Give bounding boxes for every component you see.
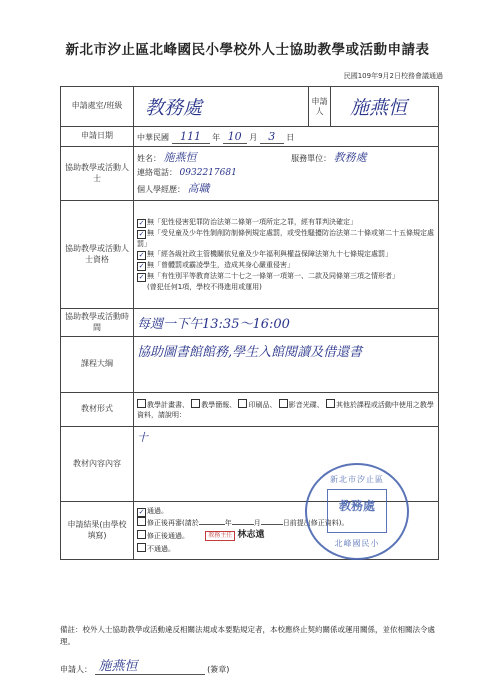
outline-label: 課程大綱 <box>61 337 134 393</box>
material-option[interactable]: 影音光碟 <box>279 401 317 409</box>
helper-exp-label: 個人學經歷： <box>137 185 185 195</box>
helper-name: 施燕恒 <box>163 151 197 165</box>
date-year: 111 <box>172 130 210 144</box>
signature-field[interactable] <box>95 656 205 675</box>
unit-value: 教務處 <box>145 97 203 119</box>
date-month: 10 <box>223 130 247 144</box>
qualification-checkbox[interactable]: ✓ <box>138 273 145 281</box>
director-seal <box>205 532 264 540</box>
director-seal-title: 教務主任 <box>205 531 235 540</box>
helper-unit-label: 服務單位： <box>291 154 332 164</box>
qualification-label: 協助教學或活動人士資格 <box>61 201 134 309</box>
date-day-unit: 日 <box>286 132 295 142</box>
signature-label: 申請人： <box>60 665 92 674</box>
helper-unit: 教務處 <box>333 151 367 165</box>
qualification-footnote: (曾犯任何1項，學校不得進用或運用) <box>147 283 262 291</box>
helper-label: 協助教學或活動人士 <box>61 147 134 201</box>
qualification-checkbox[interactable]: ✓ <box>138 218 145 227</box>
signature-name: 施燕恒 <box>98 659 138 674</box>
apply-date-field[interactable] <box>134 127 439 147</box>
stamp-top-text: 新北市汐止區 <box>330 475 384 484</box>
stamp-bottom-text: 北峰國民小 <box>334 539 380 548</box>
result-label: 申請結果(由學校填寫) <box>61 502 134 560</box>
material-option[interactable]: 教學計畫書 <box>137 401 182 409</box>
time-label: 協助教學或活動時間 <box>61 309 134 337</box>
stamp-middle-text: 教務處 <box>338 499 375 513</box>
helper-phone-label: 連絡電話： <box>137 167 177 177</box>
date-day: 3 <box>260 130 284 144</box>
notes-text: 校外人士協助教學或活動違反相關法規或本要點規定者，本校應終止契約關係或運用關係，並依相關法令處理。 <box>60 625 435 646</box>
applicant-header-label: 申請人 <box>309 87 331 127</box>
result-option-revise-approved[interactable]: 修正後通過。 教務主任 林志遠 <box>137 529 435 543</box>
result-option-revise-resubmit[interactable]: 修正後再審(請於 年 月 日前提出修正資料)。 <box>137 517 435 529</box>
helper-exp: 高職 <box>187 182 210 196</box>
helper-field[interactable] <box>134 147 439 201</box>
qualification-checkbox[interactable]: ✓ <box>138 262 145 270</box>
qualification-field <box>134 201 439 309</box>
unit-label: 申請處室/班級 <box>61 87 134 127</box>
date-era: 中華民國 <box>137 132 169 142</box>
signature-suffix: (簽章) <box>207 665 230 674</box>
qualification-item: ✓ 無「受兒童及少年性剝削防制條例規定處罰，或受性騷擾防治法第二十條或第二十五條規定處罰」 <box>137 228 434 248</box>
qualification-item: ✓ 無「犯性侵害犯罪防治法第二條第一項所定之罪，經有罪判決確定」 <box>138 217 357 227</box>
qualification-item: ✓ 無「曾體罰或霸凌學生，造成其身心嚴重侵害」 <box>138 261 294 270</box>
outline-field[interactable] <box>134 337 439 393</box>
result-option-approved[interactable]: ✓ 通過。 <box>138 507 168 517</box>
qualification-item: ✓ 無「經各級社政主管機關依兒童及少年福利與權益保障法第九十七條規定處罰」 <box>138 250 392 259</box>
notes-label: 備註： <box>60 625 83 634</box>
applicant-header-field[interactable] <box>331 87 439 127</box>
qualification-checkbox[interactable]: ✓ <box>138 251 145 259</box>
time-value: 每週一下午13:35～16:00 <box>137 317 290 332</box>
qualification-checkbox[interactable]: ✓ <box>138 229 145 238</box>
date-year-unit: 年 <box>212 132 221 142</box>
material-option[interactable]: 教學簡報 <box>191 401 229 409</box>
material-option[interactable]: 其他於課程或活動中使用之教學資料，請說明： <box>137 400 434 419</box>
content-value: 十 <box>137 431 148 444</box>
apply-date-label: 申請日期 <box>61 127 134 147</box>
helper-phone: 0932217681 <box>179 167 237 178</box>
time-field[interactable] <box>134 309 439 337</box>
outline-value: 協助圖書館館務,學生入館閱讀及借還書 <box>137 345 363 360</box>
content-label: 教材內容內容 <box>61 427 134 502</box>
applicant-header-value: 施燕恒 <box>350 97 408 119</box>
notes <box>60 624 440 648</box>
date-month-unit: 月 <box>249 132 258 142</box>
materials-label: 教材形式 <box>61 393 134 427</box>
material-option[interactable]: 印刷品 <box>238 401 269 409</box>
office-stamp <box>305 463 409 560</box>
result-option-rejected[interactable]: 不通過。 <box>137 543 435 555</box>
meeting-approval-note: 民國109年9月2日校務會議通過 <box>343 72 443 80</box>
qualification-item: ✓ 無「有性別平等教育法第二十七之一條第一項第一、二款及同條第三項之情形者」 <box>138 272 399 281</box>
applicant-signature-row <box>60 656 440 675</box>
materials-field: 教學計畫書、 教學簡報、 印刷品、 影音光碟、 其他於課程或活動中使用之教學資料，請說明： <box>134 393 439 427</box>
unit-field[interactable] <box>134 87 309 127</box>
form-title: 新北市汐止區北峰國民小學校外人士協助教學或活動申請表 <box>65 42 430 58</box>
helper-name-label: 姓名： <box>137 154 161 164</box>
director-seal-name: 林志遠 <box>237 530 265 541</box>
